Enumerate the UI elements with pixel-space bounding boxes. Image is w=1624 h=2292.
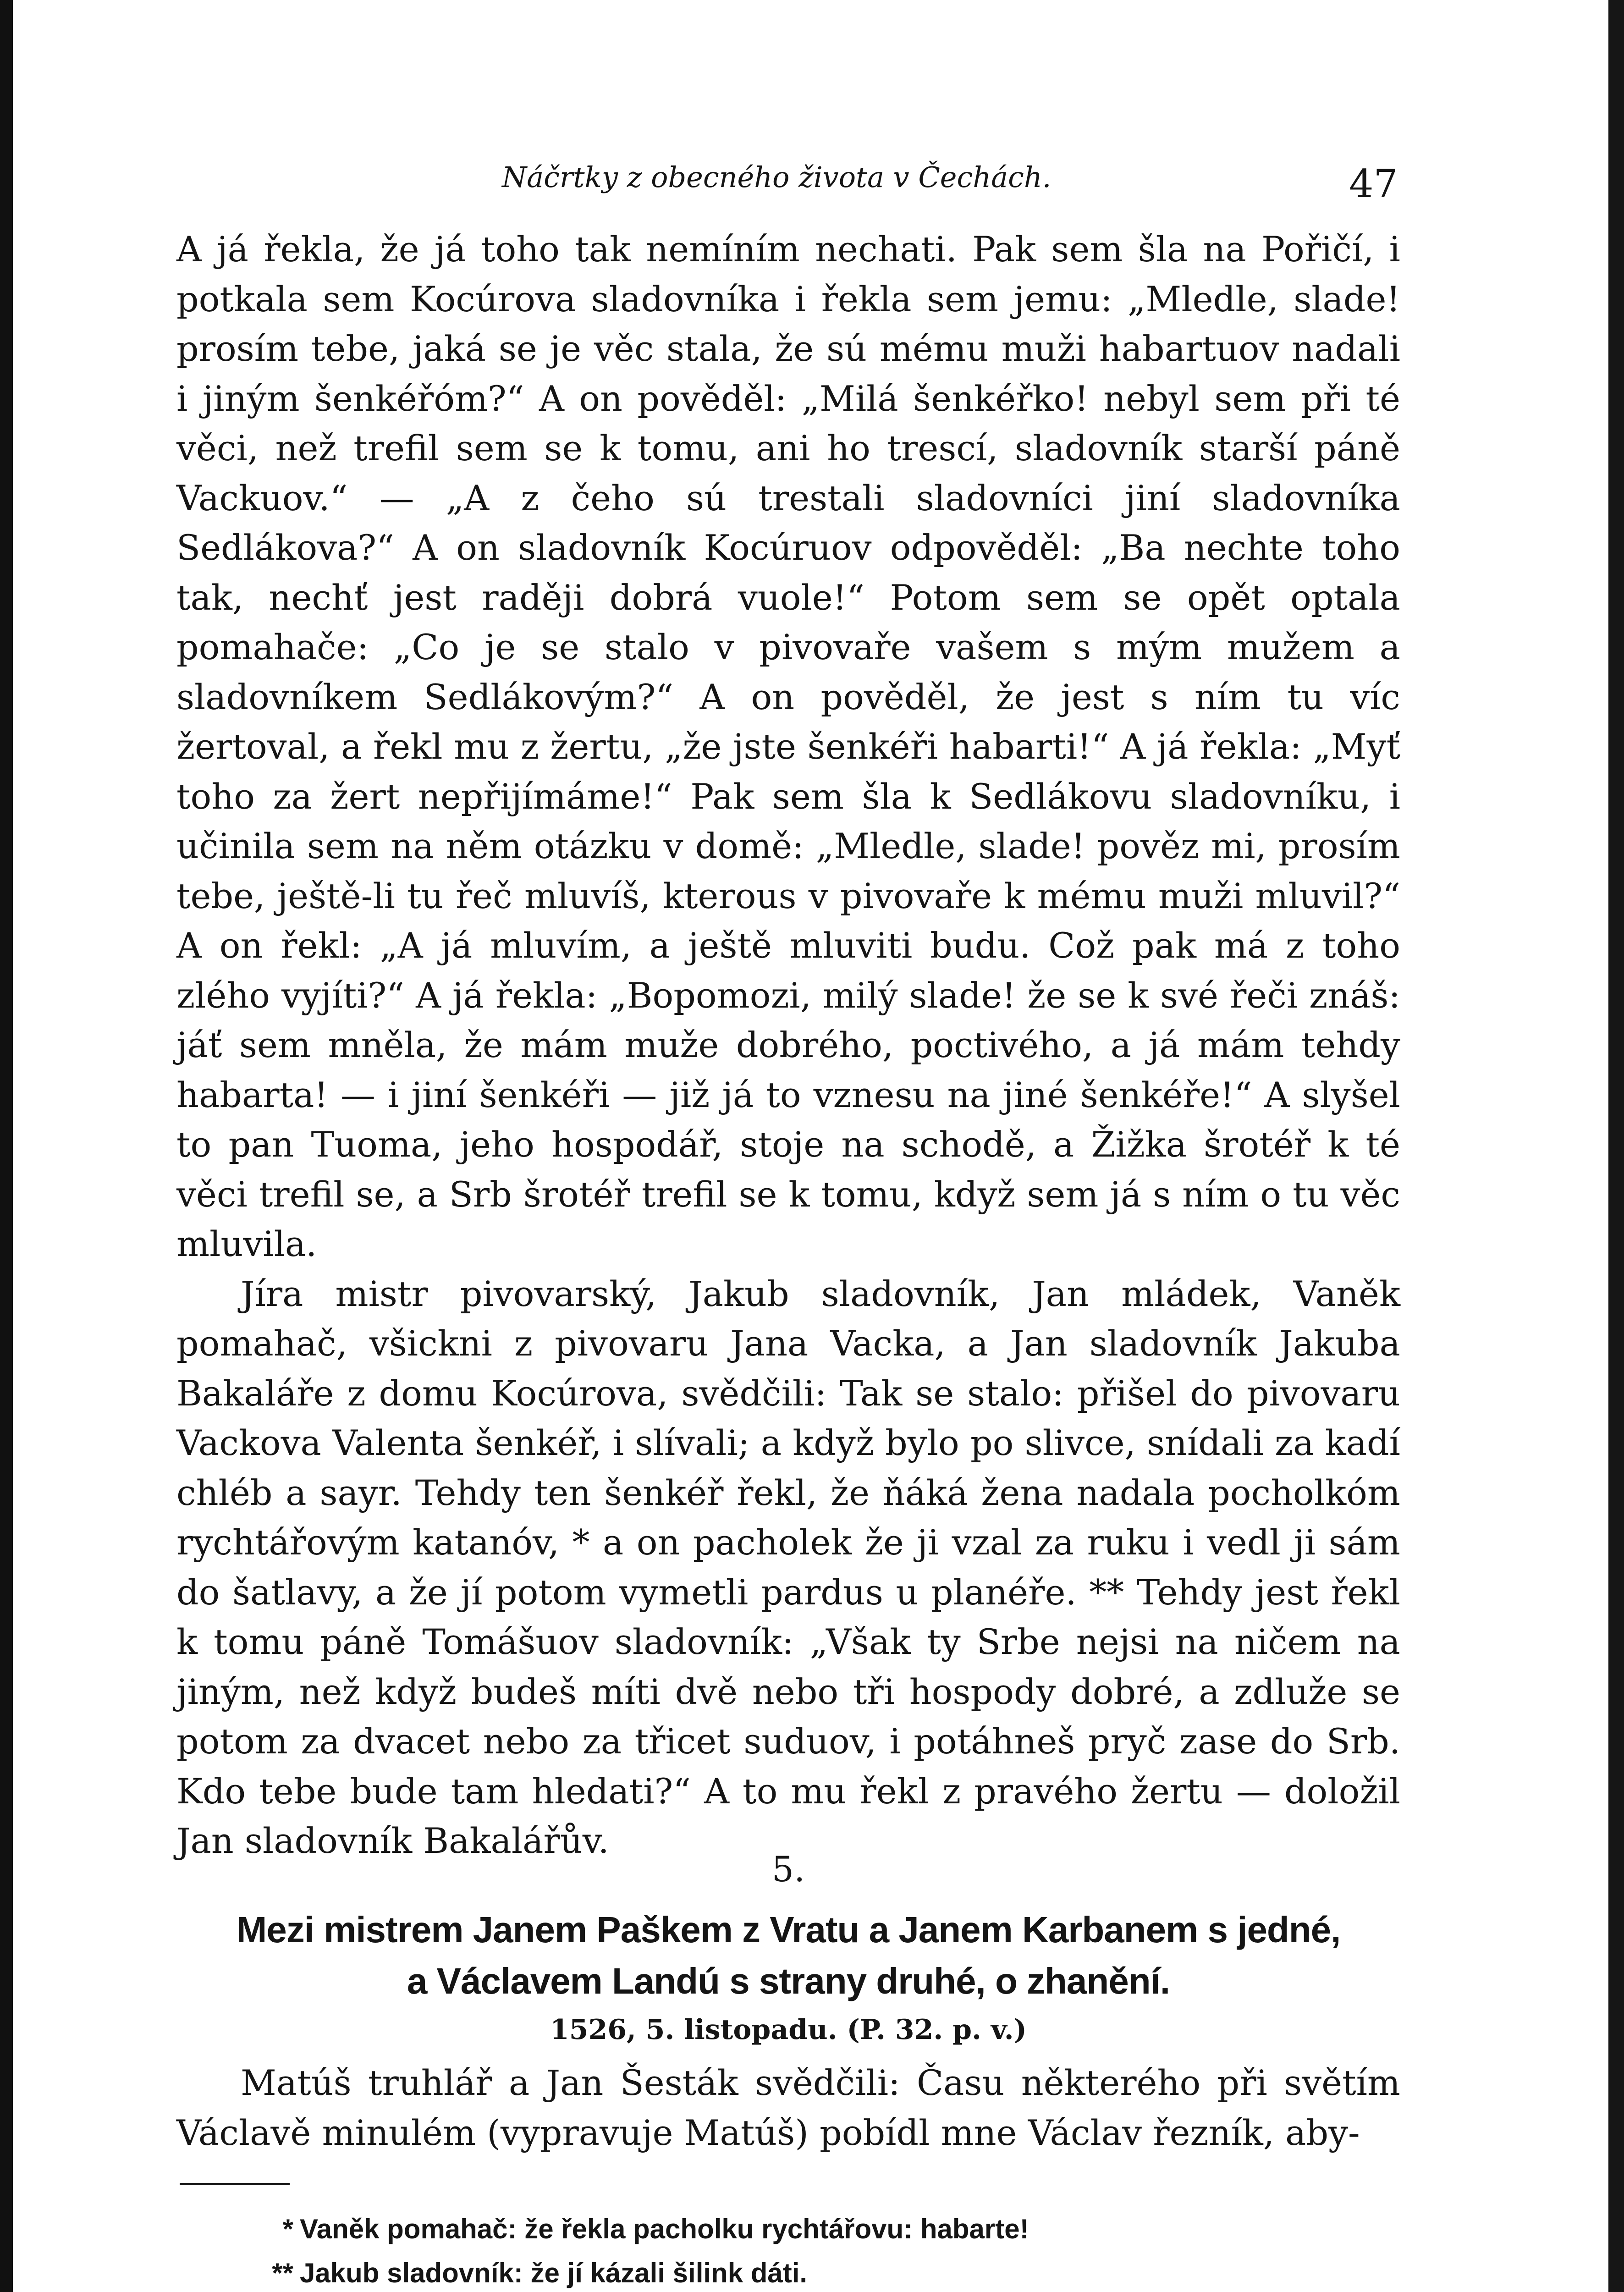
section-title-line-1: Mezi mistrem Janem Paškem z Vratu a Janem Karbanem s jedné, bbox=[236, 1909, 1341, 1950]
section-number: 5. bbox=[771, 1849, 805, 1890]
scan-edge-left bbox=[0, 0, 13, 2292]
body-text bbox=[176, 225, 1400, 1866]
footnote-text: Vaněk pomahač: že řekla pacholku rychtářovu: habarte! bbox=[300, 2214, 1029, 2244]
footnote-mark: ** bbox=[272, 2258, 293, 2288]
footnote-1 bbox=[257, 2207, 1311, 2251]
paragraph-3: Matúš truhlář a Jan Šesták svědčili: Času některého při světím Václavě minulém (vypravuje Matúš) pobídl mne Václav řezník, aby- bbox=[176, 2062, 1400, 2153]
section-heading bbox=[176, 1847, 1400, 2051]
section-body-text bbox=[176, 2058, 1400, 2158]
section-date: 1526, 5. listopadu. (P. 32. p. v.) bbox=[550, 2014, 1027, 2046]
running-header bbox=[179, 151, 1398, 206]
section-title bbox=[176, 1904, 1400, 2007]
section-title-line-2: a Václavem Landú s strany druhé, o zhanění. bbox=[407, 1961, 1170, 2001]
footnote-2 bbox=[257, 2251, 1311, 2292]
scan-edge-right bbox=[1608, 0, 1624, 2292]
footnote-mark: * bbox=[282, 2214, 293, 2244]
footnote-divider bbox=[180, 2183, 290, 2185]
page-number: 47 bbox=[1349, 161, 1398, 206]
footnote-text: Jakub sladovník: že jí kázali šilink dáti. bbox=[300, 2258, 808, 2288]
paragraph-2: Jíra mistr pivovarský, Jakub sladovník, Jan mládek, Vaněk pomahač, všickni z pivovaru Jana Vacka, a Jan sladovník Jakuba Bakaláře z domu Kocúrova, svědčili: Tak se stalo: přišel do pivovaru Vackova Valenta šenkéř, i slívali; a když bylo po slivce, snídali za kadí chléb a sayr. Tehdy ten šenkéř řekl, že ňáká žena nadala pocholkóm rychtářovým katanóv, * a on pacholek že ji vzal za ruku i vedl ji sám do šatlavy, a že jí potom vymetli pardus u planéře. ** Tehdy jest řekl k tomu páně Tomášuov sladovník: „Však ty Srbe nejsi na ničem na jiným, než když budeš míti dvě nebo tři hospody dobré, a zdluže se potom za dvacet nebo za třicet suduov, i potáhneš pryč zase do Srb. Kdo tebe bude tam hledati?“ A to mu řekl z pravého žertu — doložil Jan sladovník Bakalářův. bbox=[176, 1273, 1400, 1861]
running-title: Náčrtky z obecného života v Čechách. bbox=[502, 160, 1051, 194]
footnotes bbox=[257, 2207, 1311, 2292]
paragraph-1: A já řekla, že já toho tak nemíním nechati. Pak sem šla na Pořičí, i potkala sem Kocúrova sladovníka i řekla sem jemu: „Mledle, slade! prosím tebe, jaká se je věc stala, že sú mému muži habartuov nadali i jiným šenkéřóm?“ A on pověděl: „Milá šenkéřko! nebyl sem při té věci, než trefil sem se k tomu, ani ho trescí, sladovník starší páně Vackuov.“ — „A z čeho sú trestali sladovníci jiní sladovníka Sedlákova?“ A on sladovník Kocúruov odpověděl: „Ba nechte toho tak, nechť jest raději dobrá vuole!“ Potom sem se opět optala pomahače: „Co je se stalo v pivovaře vašem s mým mužem a sladovníkem Sedlákovým?“ A on pověděl, že jest s ním tu víc žertoval, a řekl mu z žertu, „že jste šenkéři habarti!“ A já řekla: „Myť toho za žert nepřijímáme!“ Pak sem šla k Sedlákovu sladovníku, i učinila sem na něm otázku v domě: „Mledle, slade! pověz mi, prosím tebe, ještě-li tu řeč mluvíš, kterous v pivovaře k mému muži mluvil?“ A on řekl: „A já mluvím, a ještě mluviti budu. Což pak má z toho zlého vyjíti?“ A já řekla: „Bopomozi, milý slade! že se k své řeči znáš: jáť sem mněla, že mám muže dobrého, poctivého, a já mám tehdy habarta! — i jiní šenkéři — již já to vznesu na jiné šenkéře!“ A slyšel to pan Tuoma, jeho hospodář, stoje na schodě, a Žižka šrotéř k té věci trefil se, a Srb šrotéř trefil se k tomu, když sem já s ním o tu věc mluvila. bbox=[176, 229, 1400, 1264]
